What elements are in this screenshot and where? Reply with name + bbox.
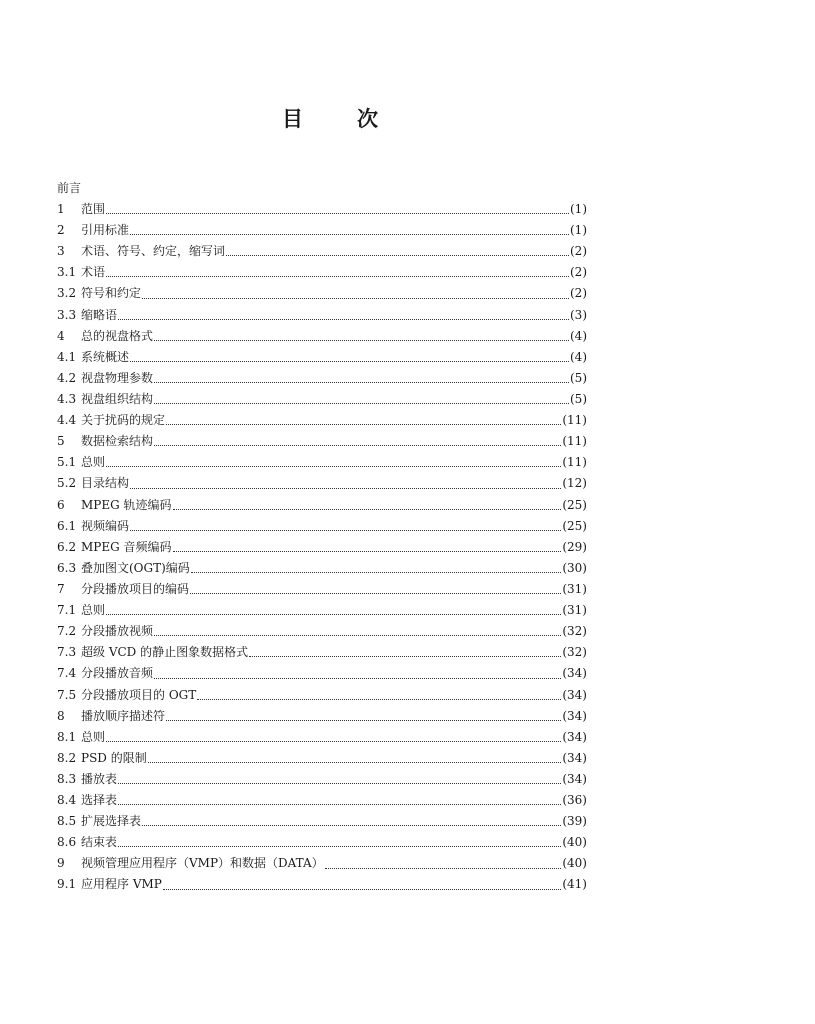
toc-entry-page: (34) <box>562 750 587 765</box>
toc-dot-leader <box>173 508 562 510</box>
toc-entry-number: 4.2 <box>57 370 77 385</box>
toc-dot-leader <box>154 444 561 446</box>
toc-foreword[interactable] <box>57 178 587 199</box>
toc-dot-leader <box>130 233 569 235</box>
toc-dot-leader <box>118 318 569 320</box>
toc-entry-label: 分段播放项目的 OGT <box>81 687 197 702</box>
toc-entry-number: 2 <box>57 223 65 238</box>
toc-dot-leader <box>106 613 561 615</box>
toc-entry[interactable] <box>57 600 587 621</box>
toc-entry-page: (39) <box>562 814 587 829</box>
toc-entry[interactable] <box>57 431 587 452</box>
toc-entry-label: 视频编码 <box>81 518 130 533</box>
toc-entry-label: 数据检索结构 <box>81 434 154 449</box>
toc-entry[interactable] <box>57 241 587 262</box>
toc-entry-page: (1) <box>570 223 587 238</box>
toc-entry-page: (11) <box>562 413 587 428</box>
toc-dot-leader <box>118 782 561 784</box>
toc-entry-label: 结束表 <box>81 835 118 850</box>
toc-entry-page: (34) <box>562 708 587 723</box>
toc-entry-label: 视盘物理参数 <box>81 370 154 385</box>
toc-dot-leader <box>173 550 562 552</box>
toc-entry-label: 总则 <box>81 603 106 618</box>
toc-entry[interactable] <box>57 495 587 516</box>
toc-dot-leader <box>249 655 561 657</box>
toc-entry[interactable] <box>57 811 587 832</box>
toc-entry-number: 5 <box>57 434 65 449</box>
toc-dot-leader <box>148 761 562 763</box>
toc-entry-label: 分段播放音频 <box>81 666 154 681</box>
toc-entry-page: (40) <box>562 835 587 850</box>
toc-entry-page: (34) <box>562 771 587 786</box>
toc-entry-number: 7.2 <box>57 624 77 639</box>
toc-entry-number: 5.2 <box>57 476 77 491</box>
toc-entry-number: 7.4 <box>57 666 77 681</box>
toc-entry[interactable] <box>57 389 587 410</box>
toc-dot-leader <box>142 297 569 299</box>
toc-entry-page: (1) <box>570 201 587 216</box>
toc-dot-leader <box>191 571 562 573</box>
toc-dot-leader <box>190 592 561 594</box>
toc-entry-number: 3.1 <box>57 265 77 280</box>
toc-entry-page: (5) <box>570 370 587 385</box>
toc-entry-page: (11) <box>562 455 587 470</box>
toc-entry-number: 3.3 <box>57 307 77 322</box>
toc-dot-leader <box>106 212 569 214</box>
toc-entry-label: MPEG 音频编码 <box>81 539 172 554</box>
toc-entry-page: (34) <box>562 666 587 681</box>
toc-entry[interactable] <box>57 473 587 494</box>
toc-entry-label: 总的视盘格式 <box>81 328 154 343</box>
toc-entry[interactable] <box>57 579 587 600</box>
toc-entry-label: 范围 <box>81 201 106 216</box>
toc-entry-label: 应用程序 VMP <box>81 877 162 892</box>
toc-entry-number: 6 <box>57 497 65 512</box>
toc-entry-number: 8.5 <box>57 814 77 829</box>
toc-entry-label: 术语、符号、约定，缩写词 <box>81 244 226 259</box>
toc-entry-label: 选择表 <box>81 793 118 808</box>
toc-entry[interactable] <box>57 853 587 874</box>
toc-entry[interactable] <box>57 368 587 389</box>
toc-entry-label: PSD 的限制 <box>81 750 147 765</box>
toc-entry-number: 8.3 <box>57 771 77 786</box>
toc-entry[interactable] <box>57 663 587 684</box>
toc-entry-label: 播放表 <box>81 771 118 786</box>
toc-entry-label: MPEG 轨迹编码 <box>81 497 172 512</box>
toc-entry-page: (2) <box>570 244 587 259</box>
toc-entry[interactable] <box>57 832 587 853</box>
toc-entry-number: 9.1 <box>57 877 77 892</box>
toc-dot-leader <box>118 845 561 847</box>
toc-dot-leader <box>166 719 561 721</box>
toc-entry[interactable] <box>57 706 587 727</box>
toc-dot-leader <box>118 803 561 805</box>
toc-entry-label: 目录结构 <box>81 476 130 491</box>
toc-dot-leader <box>166 423 561 425</box>
toc-dot-leader <box>325 867 562 869</box>
toc-entry-page: (12) <box>562 476 587 491</box>
toc-dot-leader <box>106 740 561 742</box>
toc-entry[interactable] <box>57 283 587 304</box>
toc-entry[interactable] <box>57 347 587 368</box>
toc-dot-leader <box>130 487 561 489</box>
toc-entry-number: 6.2 <box>57 539 77 554</box>
toc-entry-label: 总则 <box>81 455 106 470</box>
toc-entry-page: (3) <box>570 307 587 322</box>
toc-entry-number: 3.2 <box>57 286 77 301</box>
toc-entry-page: (32) <box>562 645 587 660</box>
toc-entry-number: 7.1 <box>57 603 77 618</box>
toc-entry[interactable] <box>57 727 587 748</box>
toc-entry-label: 系统概述 <box>81 349 130 364</box>
toc-entry-label: 分段播放视频 <box>81 624 154 639</box>
toc-entry-number: 4.3 <box>57 391 77 406</box>
toc-entry-label: 视盘组织结构 <box>81 391 154 406</box>
toc-entry[interactable] <box>57 875 587 896</box>
toc-entry[interactable] <box>57 262 587 283</box>
toc-entry[interactable] <box>57 642 587 663</box>
toc-entry-label: 视频管理应用程序（VMP）和数据（DATA） <box>81 856 324 871</box>
toc-entry-page: (32) <box>562 624 587 639</box>
toc-entry-label: 总则 <box>81 729 106 744</box>
toc-entry[interactable] <box>57 305 587 326</box>
toc-entry-number: 3 <box>57 244 65 259</box>
toc-entry-label: 超级 VCD 的静止图象数据格式 <box>81 645 249 660</box>
toc-entry-page: (40) <box>562 856 587 871</box>
toc-entry-label: 扩展选择表 <box>81 814 142 829</box>
toc-entry-number: 8 <box>57 708 65 723</box>
toc-entry[interactable] <box>57 537 587 558</box>
toc-entry-page: (31) <box>562 581 587 596</box>
toc-dot-leader <box>163 888 562 890</box>
toc-entry-number: 1 <box>57 201 65 216</box>
toc-dot-leader <box>142 824 561 826</box>
toc-entry[interactable] <box>57 516 587 537</box>
toc-entry-page: (4) <box>570 349 587 364</box>
toc-entry[interactable] <box>57 685 587 706</box>
toc-entry[interactable] <box>57 220 587 241</box>
toc-entry-page: (31) <box>562 603 587 618</box>
toc-entry[interactable] <box>57 452 587 473</box>
toc-entry-page: (11) <box>562 434 587 449</box>
toc-entry-number: 7.3 <box>57 645 77 660</box>
toc-entry[interactable] <box>57 326 587 347</box>
toc-entry-label: 分段播放项目的编码 <box>81 581 190 596</box>
toc-entry-number: 7.5 <box>57 687 77 702</box>
toc-entry-page: (2) <box>570 265 587 280</box>
toc-entry-page: (4) <box>570 328 587 343</box>
toc-entry-page: (36) <box>562 793 587 808</box>
toc-entry-label: 术语 <box>81 265 106 280</box>
toc-entry[interactable] <box>57 769 587 790</box>
toc-entry-number: 8.2 <box>57 750 77 765</box>
toc-entry-number: 7 <box>57 581 65 596</box>
toc-dot-leader <box>154 634 561 636</box>
title-char-1: 目 <box>282 107 303 131</box>
toc-foreword-label: 前言 <box>57 181 82 195</box>
toc-entry-label: 符号和约定 <box>81 286 142 301</box>
toc-entry-page: (2) <box>570 286 587 301</box>
toc-entry[interactable] <box>57 790 587 811</box>
toc-entry-page: (5) <box>570 391 587 406</box>
toc-entry[interactable] <box>57 199 587 220</box>
toc-entry[interactable] <box>57 748 587 769</box>
toc-dot-leader <box>154 381 569 383</box>
toc-entry-number: 9 <box>57 856 65 871</box>
toc-entry-number: 8.4 <box>57 793 77 808</box>
toc-dot-leader <box>226 254 569 256</box>
toc-entry-number: 6.3 <box>57 560 77 575</box>
toc-entry-label: 缩略语 <box>81 307 118 322</box>
toc-entry[interactable] <box>57 558 587 579</box>
toc-entry-page: (34) <box>562 687 587 702</box>
toc-entry-page: (25) <box>562 497 587 512</box>
table-of-contents <box>57 178 587 896</box>
toc-dot-leader <box>130 529 561 531</box>
toc-entry-number: 6.1 <box>57 518 77 533</box>
toc-entry-page: (25) <box>562 518 587 533</box>
toc-dot-leader <box>197 698 561 700</box>
toc-entry-number: 4.4 <box>57 413 77 428</box>
toc-entry-page: (29) <box>562 539 587 554</box>
toc-entry-number: 4.1 <box>57 349 77 364</box>
toc-entry-page: (41) <box>562 877 587 892</box>
toc-entry-label: 播放顺序描述符 <box>81 708 166 723</box>
toc-dot-leader <box>154 402 569 404</box>
toc-entry-page: (34) <box>562 729 587 744</box>
toc-dot-leader <box>106 465 561 467</box>
toc-dot-leader <box>154 677 561 679</box>
toc-entry[interactable] <box>57 621 587 642</box>
toc-entry-number: 5.1 <box>57 455 77 470</box>
toc-entry-number: 8.6 <box>57 835 77 850</box>
toc-dot-leader <box>154 339 569 341</box>
page-title <box>0 103 660 133</box>
title-char-2: 次 <box>357 107 378 131</box>
toc-dot-leader <box>106 275 569 277</box>
toc-entry-label: 叠加图文(OGT)编码 <box>81 560 190 575</box>
toc-dot-leader <box>130 360 569 362</box>
toc-entry-label: 关于扰码的规定 <box>81 413 166 428</box>
toc-entry-page: (30) <box>562 560 587 575</box>
toc-entry-number: 8.1 <box>57 729 77 744</box>
toc-entry-label: 引用标准 <box>81 223 130 238</box>
toc-entry[interactable] <box>57 410 587 431</box>
toc-entry-number: 4 <box>57 328 65 343</box>
